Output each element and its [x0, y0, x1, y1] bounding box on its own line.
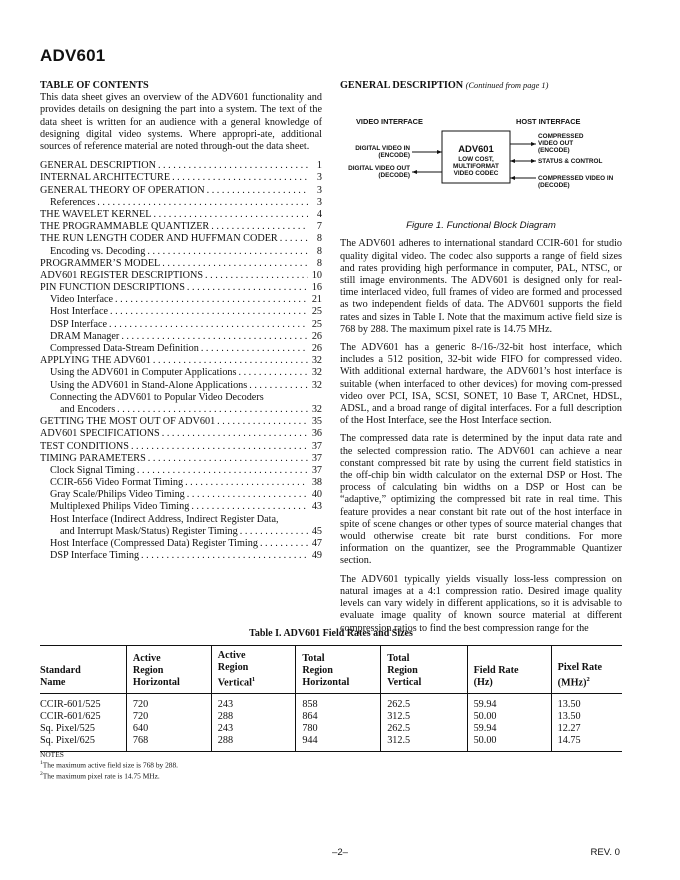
- toc-entry: [40, 550, 322, 562]
- toc-entry-title: ADV601 SPECIFICATIONS: [40, 428, 160, 440]
- header-line: [218, 662, 296, 674]
- table-cell: 12.27: [551, 723, 622, 735]
- toc-entry: [40, 367, 322, 379]
- toc-list: [40, 160, 322, 562]
- table-row: [40, 723, 622, 735]
- desc-paragraph-3: The compressed data rate is determined by the input data rate and the selected compression ratio. The ADV601 can achieve a near constant compressed bit rate by using the current field statistics in the off-chip bin width calculator on the external DSP or Host. The process of calculating bin widths on a DSP or Host can be “adaptive,” optimizing the compressed bit rate in real time. This feature provides a near constant bit rate out of the host interface in spite of scene changes or other types of source material changes that would otherwise create bit rate burst conditions. For more information on the quantizer, see the Programmable Quantizer section.: [340, 433, 622, 567]
- arrowhead-status-left: [510, 159, 515, 163]
- host-interface-label: HOST INTERFACE: [516, 117, 581, 127]
- note-number: 1: [40, 760, 43, 767]
- toc-entry-page: 43: [311, 501, 322, 513]
- header-text: Region: [387, 665, 418, 677]
- continued-note: (Continued from page 1): [465, 81, 549, 90]
- note-number: 2: [40, 770, 43, 777]
- header-line: [558, 662, 622, 674]
- toc-entry-page: 32: [311, 403, 322, 415]
- header-line: [218, 650, 296, 662]
- toc-entry-title: Video Interface: [50, 294, 114, 306]
- table-row: [40, 694, 622, 711]
- toc-entry-page: 47: [311, 538, 322, 550]
- table-cell: 858: [296, 694, 381, 711]
- table-body: [40, 694, 622, 752]
- table-column-header: [296, 646, 381, 694]
- page-header-title: ADV601: [40, 46, 106, 65]
- toc-entry-page: 21: [311, 294, 322, 306]
- video-interface-label: VIDEO INTERFACE: [356, 117, 423, 127]
- toc-leader: [187, 489, 308, 501]
- toc-entry-page: 10: [311, 269, 322, 281]
- toc-entry: [40, 209, 322, 221]
- toc-entry-page: 26: [311, 343, 322, 355]
- toc-entry: [40, 258, 322, 270]
- toc-entry-page: 32: [311, 379, 322, 391]
- header-line: [474, 665, 551, 677]
- toc-entry: [40, 404, 322, 416]
- toc-entry-title: INTERNAL ARCHITECTURE: [40, 172, 171, 184]
- toc-entry: [40, 441, 322, 453]
- toc-entry: [40, 428, 322, 440]
- toc-entry-page: 45: [311, 525, 322, 537]
- header-line: [218, 674, 296, 689]
- label-line: (DECODE): [538, 182, 570, 190]
- toc-entry-page: 25: [311, 306, 322, 318]
- table-title: Table I. ADV601 Field Rates and Sizes: [249, 628, 413, 639]
- toc-leader: [153, 355, 308, 367]
- table-header-row: [40, 646, 622, 694]
- arrowhead-compressed-out: [531, 142, 536, 146]
- toc-entry-title: References: [50, 196, 96, 208]
- toc-leader: [97, 197, 308, 209]
- page-number: –2–: [331, 847, 348, 858]
- toc-entry: [40, 477, 322, 489]
- header-text: (MHz): [557, 677, 587, 689]
- toc-entry-title: Using the ADV601 in Computer Applications: [50, 367, 237, 379]
- table-cell: 243: [211, 694, 296, 711]
- table-cell: 720: [126, 711, 211, 723]
- notes-label: NOTES: [40, 750, 64, 759]
- compressed-video-in-label: [538, 175, 613, 189]
- header-text: Region: [302, 665, 333, 677]
- figure-caption: Figure 1. Functional Block Diagram: [406, 220, 556, 232]
- header-text: Field Rate: [473, 665, 519, 677]
- toc-leader: [153, 209, 308, 221]
- toc-entry-title: CCIR-656 Video Format Timing: [50, 477, 184, 489]
- table-cell: 640: [126, 723, 211, 735]
- toc-entry: [40, 526, 322, 538]
- header-text: Total: [387, 653, 410, 665]
- toc-leader: [141, 550, 308, 562]
- toc-leader: [207, 185, 308, 197]
- toc-leader: [260, 538, 308, 550]
- table-row: [40, 711, 622, 723]
- toc-leader: [162, 258, 308, 270]
- toc-entry: [40, 343, 322, 355]
- label-line: COMPRESSED VIDEO IN: [538, 175, 614, 183]
- toc-entry-title: GENERAL THEORY OF OPERATION: [40, 184, 205, 196]
- toc-leader: [115, 294, 308, 306]
- table-cell: CCIR-601/525: [40, 699, 101, 711]
- header-line: [558, 674, 622, 689]
- header-line: [40, 665, 126, 677]
- toc-leader: [148, 453, 308, 465]
- toc-entry-page: 49: [311, 550, 322, 562]
- toc-leader: [249, 380, 308, 392]
- table-column-header: [551, 646, 622, 694]
- header-text: Active: [132, 653, 161, 665]
- toc-leader: [240, 526, 308, 538]
- toc-entry-title: and Encoders: [60, 403, 116, 415]
- table-cell: 50.00: [467, 711, 551, 723]
- toc-entry-title: Gray Scale/Philips Video Timing: [50, 489, 185, 501]
- table-cell: 944: [296, 735, 381, 752]
- header-line: [302, 677, 380, 689]
- table-column-header: [126, 646, 211, 694]
- toc-entry: [40, 416, 322, 428]
- arrowhead-compressed-in: [510, 176, 515, 180]
- toc-leader: [117, 404, 308, 416]
- toc-entry-title: GENERAL DESCRIPTION: [40, 160, 156, 172]
- toc-entry: [40, 233, 322, 245]
- toc-leader: [147, 246, 308, 258]
- header-text: Standard: [40, 665, 81, 677]
- toc-entry-title: ADV601 REGISTER DESCRIPTIONS: [40, 269, 204, 281]
- toc-entry: [40, 185, 322, 197]
- desc-paragraph-1: The ADV601 adheres to international standard CCIR-601 for studio quality digital video. The codec also supports a range of field sizes and rates providing high performance in computer, PAL, NTSC, or still image environments. The ADV601 is designed only for real-time interlaced video, full frames of video are formed and processed as two independent fields of data. The ADV601 supports the field rates and sizes in Table I. Note that the maximum active field size is 768 by 288. The maximum pixel rate is 14.75 MHz.: [340, 238, 622, 335]
- left-column: [40, 80, 322, 562]
- toc-leader: [131, 441, 308, 453]
- table-cell: 59.94: [467, 694, 551, 711]
- header-line: [302, 665, 380, 677]
- toc-leader: [211, 221, 308, 233]
- toc-entry: [40, 465, 322, 477]
- toc-leader: [110, 306, 308, 318]
- toc-leader: [185, 477, 308, 489]
- toc-entry: [40, 270, 322, 282]
- toc-entry: [40, 538, 322, 550]
- revision-label: REV. 0: [590, 847, 620, 858]
- toc-entry-title: DSP Interface Timing: [50, 550, 140, 562]
- toc-entry: [40, 355, 322, 367]
- toc-entry-title: THE WAVELET KERNEL: [40, 208, 152, 220]
- toc-leader: [191, 501, 308, 513]
- toc-entry-title: Host Interface (Indirect Address, Indirect Register Data,: [50, 513, 279, 525]
- compressed-video-out-label: [538, 133, 583, 154]
- toc-entry-page: 38: [311, 477, 322, 489]
- table-cell: 14.75: [551, 735, 622, 752]
- table-cell: 13.50: [551, 711, 622, 723]
- toc-entry-page: 8: [316, 245, 322, 257]
- toc-entry-page: 32: [311, 367, 322, 379]
- header-text: Region: [132, 665, 164, 677]
- toc-entry-title: and Interrupt Mask/Status) Register Timing: [60, 525, 238, 537]
- toc-entry-title: Connecting the ADV601 to Popular Video Decoders: [50, 391, 264, 403]
- toc-entry-title: GETTING THE MOST OUT OF ADV601: [40, 416, 216, 428]
- label-line: COMPRESSED: [538, 133, 584, 141]
- field-rates-table: [40, 645, 622, 752]
- table-cell: 243: [211, 723, 296, 735]
- table-notes: [40, 750, 178, 781]
- table-cell: 13.50: [551, 694, 622, 711]
- desc-paragraph-2: The ADV601 has a generic 8-/16-/32-bit host interface, which includes a 512 position, 32-bit wide FIFO for compressed video. With additional external hardware, the ADV601’s host interface is suitable (when interfaced to other devices) for moving com-pressed video over PCI, ISA, SCSI, SONET, 10 Base T, ARCnet, HDSL, ADSL, and a broad range of digital interfaces. For a full description of the Host Interface, see the Host Interface section.: [340, 342, 622, 427]
- header-line: [387, 653, 466, 665]
- toc-entry-title: APPLYING THE ADV601: [40, 355, 151, 367]
- toc-entry-title: Encoding vs. Decoding: [50, 245, 146, 257]
- toc-leader: [137, 465, 308, 477]
- toc-entry-title: THE PROGRAMMABLE QUANTIZER: [40, 221, 210, 233]
- toc-entry: [40, 246, 322, 258]
- header-line: [133, 653, 211, 665]
- table-cell: 288: [211, 735, 296, 752]
- toc-entry-title: DSP Interface: [50, 318, 108, 330]
- toc-entry-title: Using the ADV601 in Stand-Alone Applications: [50, 379, 248, 391]
- chip-desc-line: VIDEO CODEC: [453, 170, 499, 178]
- desc-paragraph-4: The ADV601 typically yields visually loss-less compression on natural images at a 4:1 compression ratio. Desired image quality levels can vary widely in different applications, so it is advisable to evaluate image quality of known source material at different compression ratios to find the best compression range for the: [340, 573, 622, 634]
- toc-entry: [40, 501, 322, 513]
- header-text: Total: [302, 653, 325, 665]
- toc-entry-title: PROGRAMMER’S MODEL: [40, 257, 161, 269]
- toc-entry-page: 3: [316, 184, 322, 196]
- digital-video-in-label: [355, 145, 410, 159]
- header-line: [387, 677, 466, 689]
- chip-desc-line: MULTIFORMAT: [453, 163, 499, 171]
- header-line: [302, 653, 380, 665]
- header-text: Vertical: [387, 677, 422, 689]
- header-line: [133, 665, 211, 677]
- table-column-header: [40, 646, 126, 694]
- toc-entry: [40, 294, 322, 306]
- toc-entry-page: 16: [311, 282, 322, 294]
- toc-entry-title: Compressed Data-Stream Definition: [50, 343, 199, 355]
- header-line: [474, 677, 551, 689]
- label-line: (ENCODE): [378, 152, 410, 160]
- toc-entry-title: DRAM Manager: [50, 330, 120, 342]
- toc-leader: [121, 331, 308, 343]
- header-text: Region: [217, 662, 249, 673]
- toc-entry-page: 1: [316, 160, 322, 172]
- label-line: DIGITAL VIDEO IN: [355, 145, 410, 153]
- toc-entry-page: 25: [311, 318, 322, 330]
- toc-entry-page: 36: [311, 428, 322, 440]
- table-cell: 780: [296, 723, 381, 735]
- toc-entry-page: 3: [316, 196, 322, 208]
- note-item: [40, 759, 178, 770]
- toc-leader: [109, 319, 308, 331]
- notes-list: [40, 759, 178, 780]
- toc-entry: [40, 453, 322, 465]
- general-description-title: [340, 80, 622, 92]
- table-column-header: [211, 646, 296, 694]
- toc-entry-page: 8: [316, 257, 322, 269]
- toc-leader: [238, 367, 308, 379]
- toc-entry: [40, 331, 322, 343]
- header-line: [387, 665, 466, 677]
- toc-entry: [40, 319, 322, 331]
- toc-leader: [158, 160, 308, 172]
- table-cell: Sq. Pixel/525: [40, 722, 95, 734]
- toc-leader: [280, 233, 308, 245]
- label-line: VIDEO OUT: [538, 140, 574, 148]
- toc-entry: [40, 489, 322, 501]
- header-text: Pixel Rate: [557, 662, 603, 673]
- toc-entry-page: 8: [316, 233, 322, 245]
- toc-entry-title: THE RUN LENGTH CODER AND HUFFMAN CODER: [40, 233, 278, 245]
- note-text: The maximum pixel rate is 14.75 MHz.: [42, 771, 160, 781]
- toc-leader: [172, 172, 308, 184]
- label-line: DIGITAL VIDEO OUT: [348, 165, 410, 173]
- header-text: Name: [40, 677, 66, 689]
- note-item: [40, 770, 178, 781]
- table-cell: 312.5: [381, 735, 467, 752]
- header-line: [40, 677, 126, 689]
- toc-entry: [40, 221, 322, 233]
- table-column-header: [381, 646, 467, 694]
- toc-entry: [40, 172, 322, 184]
- toc-entry-page: 35: [311, 416, 322, 428]
- digital-video-out-label: [348, 165, 410, 179]
- table-cell: 768: [126, 735, 211, 752]
- toc-entry-page: 26: [311, 330, 322, 342]
- toc-entry-page: 3: [316, 172, 322, 184]
- toc-entry-title: Host Interface (Compressed Data) Register Timing: [50, 538, 258, 550]
- table-cell: 720: [126, 694, 211, 711]
- toc-leader: [217, 416, 308, 428]
- toc-entry: [40, 306, 322, 318]
- functional-block-diagram: [340, 98, 622, 218]
- header-text: (Hz): [473, 677, 493, 689]
- table-cell: 312.5: [381, 711, 467, 723]
- right-column: [340, 80, 622, 641]
- table-cell: 262.5: [381, 723, 467, 735]
- chip-desc-line: LOW COST,: [458, 156, 494, 164]
- arrowhead-status-right: [531, 159, 536, 163]
- toc-entry: [40, 160, 322, 172]
- toc-entry-page: 37: [311, 452, 322, 464]
- table-cell: Sq. Pixel/625: [40, 735, 126, 752]
- toc-entry: [40, 282, 322, 294]
- toc-entry-page: 32: [311, 355, 322, 367]
- toc-entry-title: Clock Signal Timing: [50, 464, 135, 476]
- footnote-ref: 2: [586, 676, 590, 683]
- table-cell: CCIR-601/625: [40, 711, 101, 723]
- toc-leader: [187, 282, 308, 294]
- note-text: The maximum active field size is 768 by 288.: [42, 760, 179, 770]
- header-line: [133, 677, 211, 689]
- toc-entry: [40, 197, 322, 209]
- toc-entry-page: 40: [311, 489, 322, 501]
- toc-entry-title: TIMING PARAMETERS: [40, 452, 146, 464]
- label-line: (ENCODE): [538, 147, 570, 155]
- table-cell: 864: [296, 711, 381, 723]
- header-text: Horizontal: [302, 677, 350, 689]
- toc-entry-title: PIN FUNCTION DESCRIPTIONS: [40, 282, 185, 294]
- status-control-label: STATUS & CONTROL: [538, 158, 603, 166]
- toc-entry-title: TEST CONDITIONS: [40, 440, 129, 452]
- header-text: Horizontal: [132, 677, 180, 689]
- toc-entry-page: 37: [311, 464, 322, 476]
- toc-leader: [201, 343, 308, 355]
- toc-entry-page: 37: [311, 440, 322, 452]
- toc-entry-title: Multiplexed Philips Video Timing: [50, 501, 190, 513]
- table-cell: 50.00: [467, 735, 551, 752]
- label-line: (DECODE): [378, 172, 410, 180]
- table-column-header: [467, 646, 551, 694]
- chip-description: [442, 156, 510, 177]
- section-heading: GENERAL DESCRIPTION: [340, 80, 464, 91]
- header-text: Vertical: [217, 677, 252, 689]
- toc-entry-page: 7: [316, 221, 322, 233]
- header-text: Active: [217, 650, 246, 661]
- toc-leader: [205, 270, 308, 282]
- toc-leader: [162, 428, 308, 440]
- table-cell: 59.94: [467, 723, 551, 735]
- toc-entry-page: 4: [316, 208, 322, 220]
- table-cell: 262.5: [381, 694, 467, 711]
- chip-name: ADV601: [458, 143, 494, 155]
- toc-intro: This data sheet gives an overview of the ADV601 functionality and provides details on designing the part into a system. The text of the data sheet is written for an audience with a general knowledge of designing digital video systems. Where appropri-ate, additional sources of reference material are noted through-out the data sheet.: [40, 92, 322, 153]
- toc-entry-title: Host Interface: [50, 306, 108, 318]
- table-cell: 288: [211, 711, 296, 723]
- toc-entry: [40, 380, 322, 392]
- toc-title: TABLE OF CONTENTS: [40, 80, 149, 91]
- footnote-ref: 1: [251, 676, 256, 683]
- arrowhead-video-out: [412, 170, 417, 174]
